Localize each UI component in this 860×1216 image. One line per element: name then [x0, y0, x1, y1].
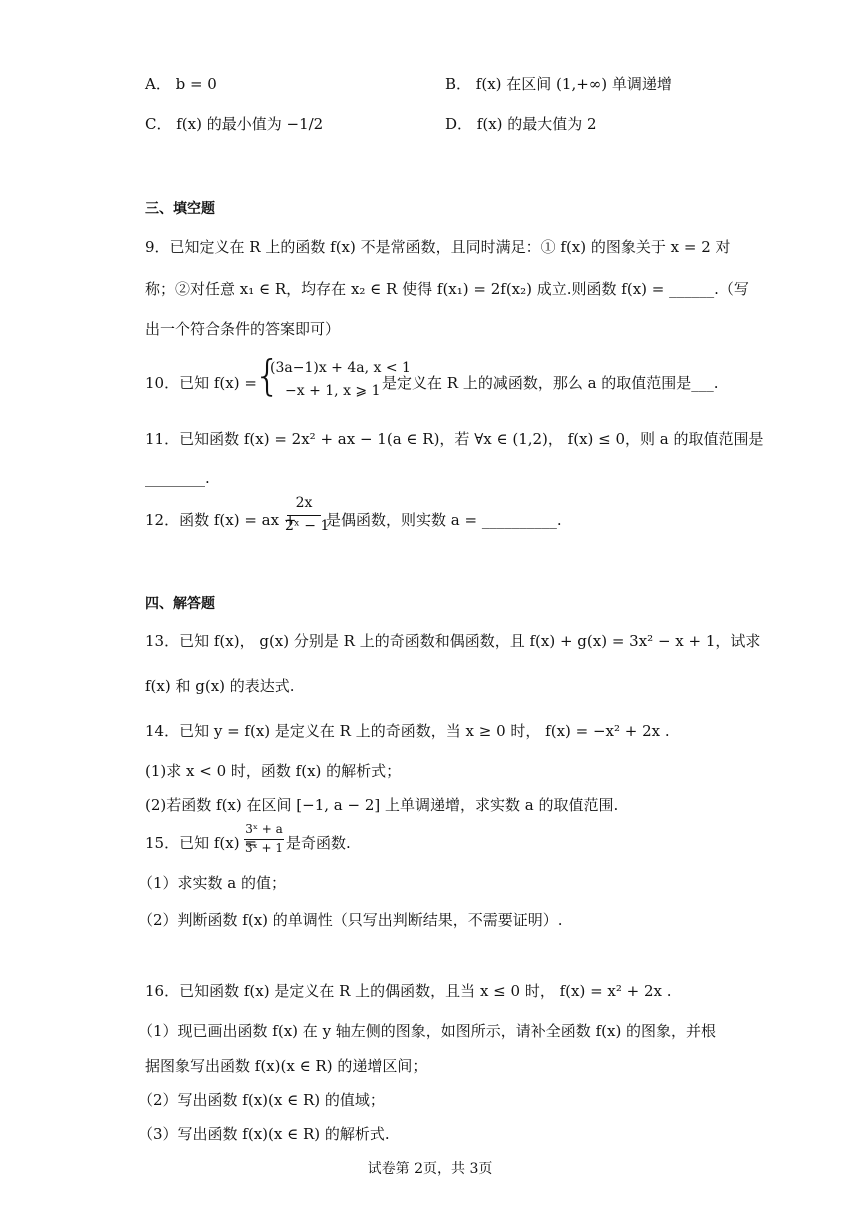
q10-prefix: 10．已知 f(x) =	[145, 374, 257, 392]
q15-fraction-bar	[244, 839, 284, 840]
q16-part3: （3）写出函数 f(x)(x ∈ R) 的解析式.	[138, 1125, 390, 1143]
q16-line1: 16．已知函数 f(x) 是定义在 R 上的偶函数，且当 x ≤ 0 时， f(x) = x² + 2x .	[145, 982, 672, 1000]
option-d: D． f(x) 的最大值为 2	[445, 115, 597, 133]
q15-suffix: 是奇函数.	[286, 834, 351, 852]
q12-fraction-bar	[287, 515, 321, 516]
section-title-fill-in: 三、填空题	[145, 201, 215, 217]
option-b: B． f(x) 在区间 (1,+∞) 单调递增	[445, 75, 672, 93]
q12-numerator: 2x	[295, 495, 313, 511]
q13-line2: f(x) 和 g(x) 的表达式.	[145, 677, 295, 695]
q10-brace: {	[254, 351, 281, 400]
q12-denominator: 2ˣ − 1	[285, 518, 330, 534]
q15-part1: （1）求实数 a 的值；	[138, 874, 287, 892]
q12-prefix: 12．函数 f(x) = ax +	[145, 511, 297, 529]
q13-line1: 13．已知 f(x)， g(x) 分别是 R 上的奇函数和偶函数，且 f(x) + g(x) = 3x² − x + 1，试求	[145, 632, 761, 650]
q9-line1: 9．已知定义在 R 上的函数 f(x) 不是常函数，且同时满足：① f(x) 的图象关于 x = 2 对	[145, 238, 731, 256]
q10-suffix: 是定义在 R 上的减函数，那么 a 的取值范围是___.	[382, 374, 719, 392]
q9-line3: 出一个符合条件的答案即可）	[145, 320, 341, 338]
q15-part2: （2）判断函数 f(x) 的单调性（只写出判断结果，不需要证明）.	[138, 911, 563, 929]
q14-part2: (2)若函数 f(x) 在区间 [−1, a − 2] 上单调递增，求实数 a 的取值范围.	[145, 796, 619, 814]
q11-line2: ________.	[145, 469, 210, 487]
q10-case1: (3a−1)x + 4a, x < 1	[270, 360, 411, 376]
page-footer: 试卷第 2页，共 3页	[367, 1161, 493, 1177]
option-c: C． f(x) 的最小值为 −1/2	[145, 115, 324, 133]
q14-line1: 14．已知 y = f(x) 是定义在 R 上的奇函数，当 x ≥ 0 时， f(x) = −x² + 2x .	[145, 722, 670, 740]
q15-prefix: 15．已知 f(x) =	[145, 834, 257, 852]
q9-line2: 称；②对任意 x₁ ∈ R，均存在 x₂ ∈ R 使得 f(x₁) = 2f(x₂) 成立.则函数 f(x) = ______.（写	[145, 280, 749, 298]
q12-suffix: 是偶函数，则实数 a = __________.	[326, 511, 562, 529]
q10-case2: −x + 1, x ⩾ 1	[285, 383, 381, 399]
q16-line3: 据图象写出函数 f(x)(x ∈ R) 的递增区间；	[145, 1057, 428, 1075]
q11-line1: 11．已知函数 f(x) = 2x² + ax − 1(a ∈ R)，若 ∀x ∈ (1,2)， f(x) ≤ 0，则 a 的取值范围是	[145, 430, 764, 448]
q15-denominator: 3ˣ + 1	[244, 841, 284, 855]
option-a: A． b = 0	[145, 75, 217, 93]
q14-part1: (1)求 x < 0 时，函数 f(x) 的解析式；	[145, 762, 402, 780]
q16-line2: （1）现已画出函数 f(x) 在 y 轴左侧的图象，如图所示，请补全函数 f(x) 的图象，并根	[138, 1022, 717, 1040]
q15-numerator: 3ˣ + a	[245, 822, 283, 836]
q16-part2: （2）写出函数 f(x)(x ∈ R) 的值域；	[138, 1091, 385, 1109]
section-title-answer: 四、解答题	[145, 596, 215, 612]
